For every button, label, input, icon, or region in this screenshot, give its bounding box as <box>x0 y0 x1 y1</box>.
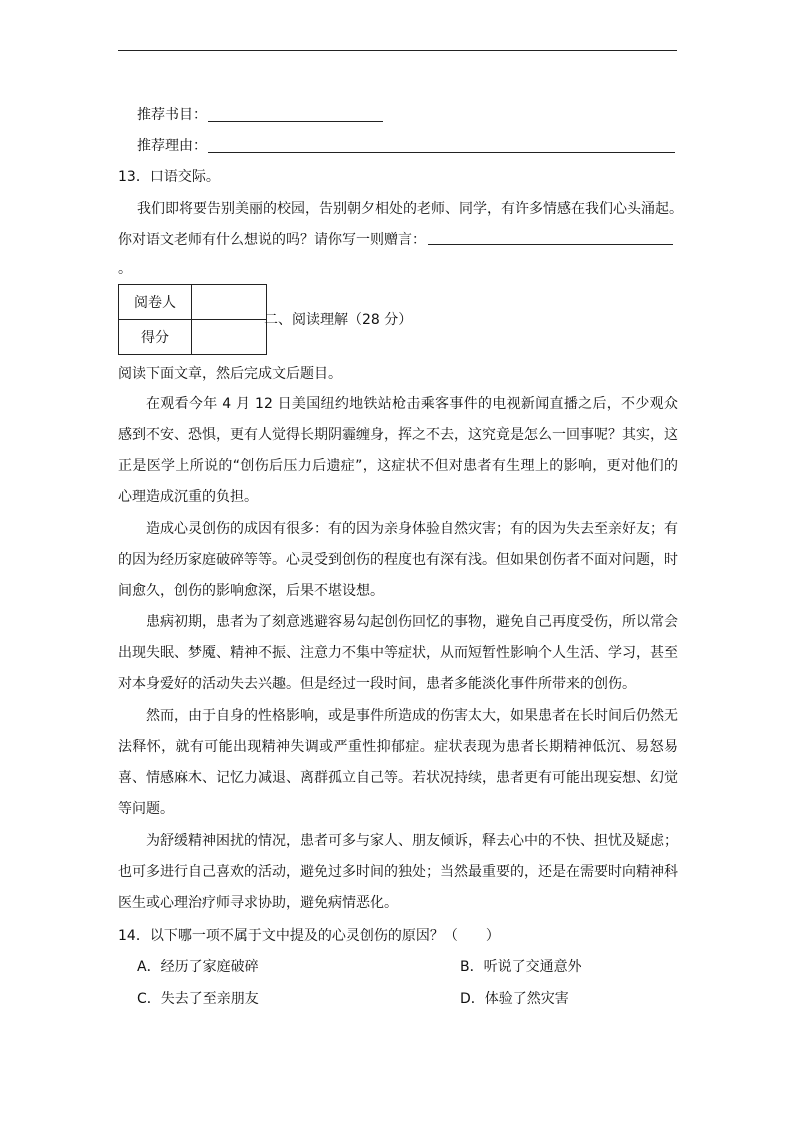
article-paragraph-4: 然而，由于自身的性格影响，或是事件所造成的伤害太大，如果患者在长时间后仍然无法释怀，就有可能出现精神失调或严重性抑郁症。症状表现为患者长期精神低沉、易怒易喜、情感麻木、记忆力减退、离群孤立自己等。若状况持续，患者更有可能出现妄想、幻觉等问题。 <box>118 708 678 817</box>
reviewer-label: 阅卷人 <box>119 285 192 320</box>
q14-option-b[interactable]: B．听说了交通意外 <box>460 959 582 975</box>
recommended-book-blank[interactable] <box>208 121 383 122</box>
q13-line2: 你对语文老师有什么想说的吗？请你写一则赠言： <box>118 232 426 248</box>
score-cell[interactable] <box>192 320 267 355</box>
recommended-book-label: 推荐书目： <box>137 107 207 123</box>
article-paragraph-2: 造成心灵创伤的成因有很多：有的因为亲身体验自然灾害；有的因为失去至亲好友；有的因为经历家庭破碎等等。心灵受到创伤的程度也有深有浅。但如果创伤者不面对问题，时间愈久，创伤的影响愈深，后果不堪设想。 <box>118 521 678 599</box>
q13-answer-blank[interactable] <box>428 244 673 245</box>
q14-stem: 14．以下哪一项不属于文中提及的心灵创伤的原因？（ ） <box>118 928 500 944</box>
section2-title: 二、阅读理解（28 分） <box>264 312 413 328</box>
q14-option-d[interactable]: D．体验了然灾害 <box>460 991 569 1007</box>
score-label: 得分 <box>119 320 192 355</box>
score-box <box>118 284 267 355</box>
article-paragraph-3: 患病初期，患者为了刻意逃避容易勾起创伤回忆的事物，避免自己再度受伤，所以常会出现失眠、梦魇、精神不振、注意力不集中等症状，从而短暂性影响个人生活、学习，甚至对本身爱好的活动失去兴趣。但是经过一段时间，患者多能淡化事件所带来的创伤。 <box>118 614 678 692</box>
article-paragraph-1: 在观看今年 4 月 12 日美国纽约地铁站枪击乘客事件的电视新闻直播之后，不少观众感到不安、恐惧，更有人觉得长期阴霾缠身，挥之不去，这究竟是怎么一回事呢？其实，这正是医学上所说的“创伤后压力后遗症”，这症状不但对患者有生理上的影响，更对他们的心理造成沉重的负担。 <box>118 396 678 505</box>
q14-option-c[interactable]: C．失去了至亲朋友 <box>137 991 259 1007</box>
q14-option-a[interactable]: A．经历了家庭破碎 <box>137 959 259 975</box>
article-paragraph-5: 为舒缓精神困扰的情况，患者可多与家人、朋友倾诉，释去心中的不快、担忧及疑虑；也可多进行自己喜欢的活动，避免过多时间的独处；当然最重要的，还是在需要时向精神科医生或心理治疗师寻求协助，避免病情恶化。 <box>118 833 678 911</box>
q13-line1: 我们即将要告别美丽的校园，告别朝夕相处的老师、同学，有许多情感在我们心头涌起。 <box>137 201 683 217</box>
reading-instruction: 阅读下面文章，然后完成文后题目。 <box>118 366 342 382</box>
reviewer-cell[interactable] <box>192 285 267 320</box>
header-rule <box>118 50 677 51</box>
recommend-reason-label: 推荐理由： <box>137 138 207 154</box>
q13-title: 13．口语交际。 <box>118 169 220 185</box>
recommend-reason-blank[interactable] <box>208 152 675 153</box>
q13-end-mark: 。 <box>118 261 132 277</box>
